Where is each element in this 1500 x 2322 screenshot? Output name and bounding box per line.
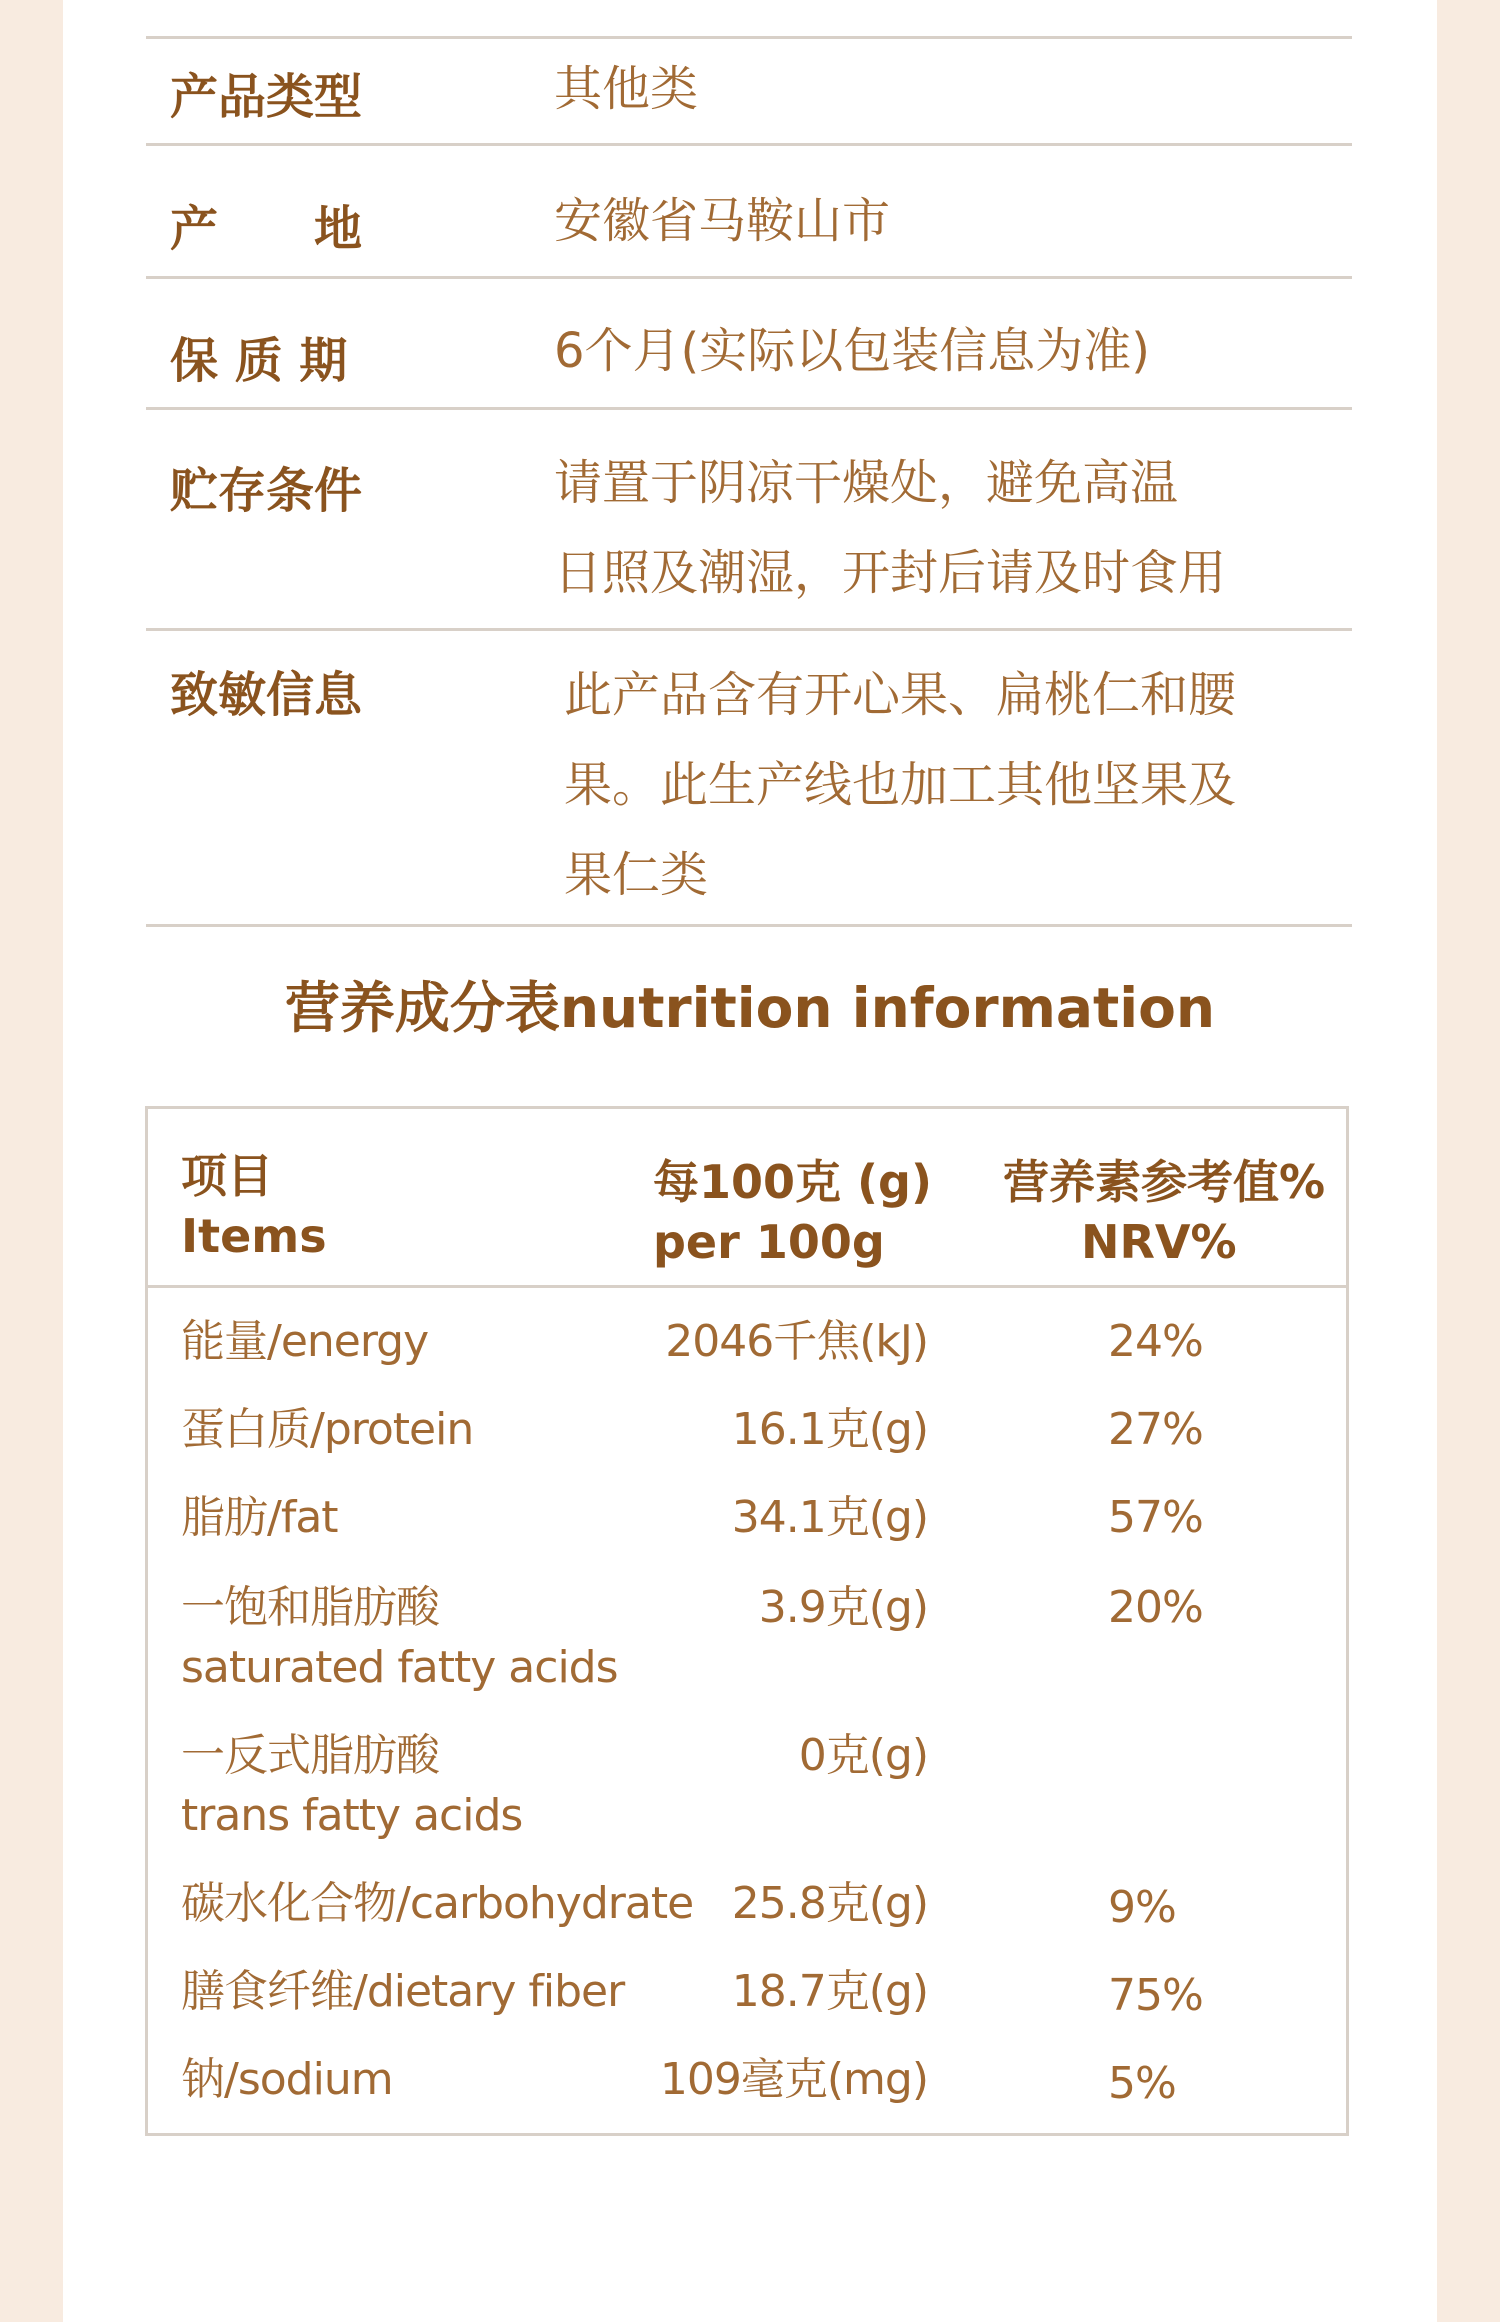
nutrient-energy: 能量/energy bbox=[181, 1316, 429, 1367]
header-per-cn: 每100克 (g) bbox=[653, 1155, 933, 1209]
amount-protein: 16.1克(g) bbox=[731, 1404, 928, 1455]
divider bbox=[146, 924, 1352, 927]
nutrition-title: 营养成分表nutrition information bbox=[284, 976, 1216, 1040]
nrv-saturated-fat: 20% bbox=[1108, 1582, 1203, 1633]
nrv-sodium: 5% bbox=[1108, 2058, 1176, 2109]
label-product-type: 产品类型 bbox=[170, 69, 363, 125]
nutrient-protein: 蛋白质/protein bbox=[181, 1404, 474, 1455]
value-storage-line-1: 请置于阴凉干燥处，避免高温 bbox=[554, 455, 1179, 511]
divider bbox=[146, 143, 1352, 146]
nutrient-saturated-fat: 一饱和脂肪酸 bbox=[181, 1582, 439, 1633]
nrv-carbohydrate: 9% bbox=[1108, 1882, 1176, 1933]
header-items-en: Items bbox=[181, 1209, 327, 1263]
header-nrv-cn: 营养素参考值% bbox=[1003, 1155, 1326, 1209]
nutrient-sodium: 钠/sodium bbox=[181, 2054, 393, 2105]
nutrient-carbohydrate: 碳水化合物/carbohydrate bbox=[181, 1878, 694, 1929]
amount-dietary-fiber: 18.7克(g) bbox=[731, 1966, 928, 2017]
value-storage-line-2: 日照及潮湿，开封后请及时食用 bbox=[554, 545, 1227, 601]
divider bbox=[146, 407, 1352, 410]
value-allergen-line-2: 果。此生产线也加工其他坚果及 bbox=[564, 757, 1237, 813]
divider bbox=[146, 276, 1352, 279]
nrv-dietary-fiber: 75% bbox=[1108, 1970, 1203, 2021]
amount-energy: 2046千焦(kJ) bbox=[665, 1316, 928, 1367]
nutrient-trans-fat: 一反式脂肪酸 bbox=[181, 1730, 439, 1781]
header-items-cn: 项目 bbox=[181, 1149, 273, 1203]
header-divider bbox=[148, 1285, 1346, 1288]
nrv-protein: 27% bbox=[1108, 1404, 1203, 1455]
amount-carbohydrate: 25.8克(g) bbox=[731, 1878, 928, 1929]
nutrient-fat: 脂肪/fat bbox=[181, 1492, 338, 1543]
amount-saturated-fat: 3.9克(g) bbox=[758, 1582, 928, 1633]
nrv-fat: 57% bbox=[1108, 1492, 1203, 1543]
nutrient-dietary-fiber: 膳食纤维/dietary fiber bbox=[181, 1966, 625, 2017]
amount-trans-fat: 0克(g) bbox=[798, 1730, 928, 1781]
divider bbox=[146, 36, 1352, 39]
nrv-energy: 24% bbox=[1108, 1316, 1203, 1367]
header-nrv-en: NRV% bbox=[1081, 1215, 1237, 1269]
value-shelf-life: 6个月(实际以包装信息为准) bbox=[554, 323, 1150, 379]
divider bbox=[146, 628, 1352, 631]
value-product-type: 其他类 bbox=[554, 61, 699, 117]
value-origin: 安徽省马鞍山市 bbox=[554, 193, 891, 249]
amount-fat: 34.1克(g) bbox=[731, 1492, 928, 1543]
label-shelf-life: 保 质 期 bbox=[170, 333, 348, 389]
value-allergen-line-3: 果仁类 bbox=[564, 847, 709, 903]
nutrient-saturated-fat-en: saturated fatty acids bbox=[181, 1642, 618, 1693]
label-storage: 贮存条件 bbox=[170, 463, 363, 519]
header-per-en: per 100g bbox=[653, 1215, 885, 1269]
label-allergen: 致敏信息 bbox=[170, 667, 363, 723]
value-allergen-line-1: 此产品含有开心果、扁桃仁和腰 bbox=[564, 667, 1237, 723]
label-origin: 产 地 bbox=[170, 201, 363, 257]
nutrient-trans-fat-en: trans fatty acids bbox=[181, 1790, 523, 1841]
amount-sodium: 109毫克(mg) bbox=[659, 2054, 928, 2105]
nutrition-table bbox=[145, 1106, 1349, 2136]
